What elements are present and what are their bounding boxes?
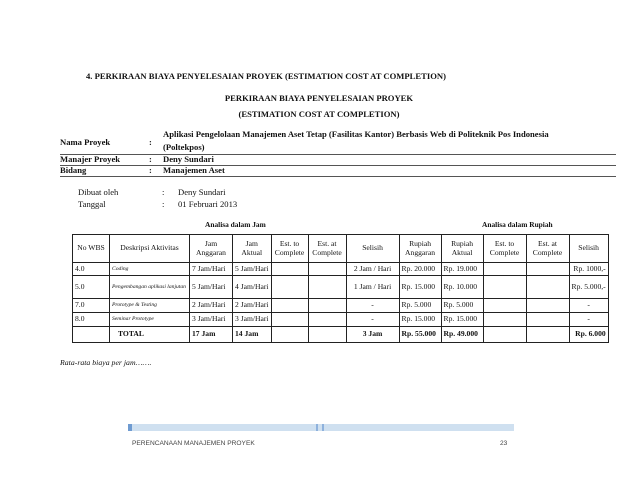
footer-bar-mark: [322, 424, 324, 431]
table-row: [73, 313, 609, 327]
dibuat-oleh-value: Deny Sundari: [178, 187, 226, 197]
cell-rp-aktual: Rp. 10.000: [441, 276, 483, 299]
footer-bar-mark: [316, 424, 318, 431]
manajer-proyek-value: Deny Sundari: [163, 154, 214, 164]
section-heading: 4. PERKIRAAN BIAYA PENYELESAIAN PROYEK (ESTIMATION COST AT COMPLETION): [86, 71, 446, 81]
header-jam-aktual: Jam Aktual: [233, 235, 272, 263]
header-deskripsi: Deskripsi Aktivitas: [110, 235, 190, 263]
group-label-jam: Analisa dalam Jam: [205, 220, 266, 229]
cell-jam-aktual: 5 Jam/Hari: [233, 263, 272, 276]
cell-selisih-jam: 2 Jam / Hari: [346, 263, 399, 276]
cell-jam-anggaran: 3 Jam/Hari: [190, 313, 233, 327]
underline: [60, 176, 616, 177]
cell-no: 7.0: [73, 299, 110, 313]
footer-bar-accent: [128, 424, 132, 431]
table-row: [73, 299, 609, 313]
header-rupiah-anggaran: Rupiah Anggaran: [399, 235, 441, 263]
cell-etc-jam: [271, 327, 308, 343]
header-est-at-complete-rp: Est. at Complete: [526, 235, 569, 263]
cell-jam-aktual: 3 Jam/Hari: [233, 313, 272, 327]
bidang-label: Bidang: [60, 165, 87, 175]
cell-rp-aktual: Rp. 19.000: [441, 263, 483, 276]
document-subtitle: (ESTIMATION COST AT COMPLETION): [238, 109, 400, 119]
cell-rp-aktual: Rp. 15.000: [441, 313, 483, 327]
colon: :: [162, 199, 165, 209]
cell-selisih-rp: -: [569, 313, 608, 327]
cost-table: [72, 234, 609, 343]
cell-rp-anggaran: Rp. 15.000: [399, 276, 441, 299]
cell-etc-jam: [271, 313, 308, 327]
header-rupiah-aktual: Rupiah Aktual: [441, 235, 483, 263]
total-rp-aktual: Rp. 49.000: [441, 327, 483, 343]
cell-etc-rp: [483, 263, 526, 276]
colon: :: [149, 154, 152, 164]
cell-selisih-jam: -: [346, 313, 399, 327]
bidang-value: Manajemen Aset: [163, 165, 225, 175]
total-jam-aktual: 14 Jam: [233, 327, 272, 343]
cell-eac-rp: [526, 299, 569, 313]
cell-selisih-rp: -: [569, 299, 608, 313]
total-selisih-rp: Rp. 6.000: [569, 327, 608, 343]
cell-eac-jam: [308, 276, 346, 299]
nama-proyek-value-cont: (Poltekpos): [163, 142, 205, 152]
cell-etc-rp: [483, 327, 526, 343]
header-selisih-rp: Selisih: [569, 235, 608, 263]
header-no-wbs: No WBS: [73, 235, 110, 263]
header-est-to-complete-rp: Est. to Complete: [483, 235, 526, 263]
cell-rp-anggaran: Rp. 20.000: [399, 263, 441, 276]
cell-rp-aktual: Rp. 5.000: [441, 299, 483, 313]
tanggal-value: 01 Februari 2013: [178, 199, 238, 209]
cell-jam-aktual: 2 Jam/Hari: [233, 299, 272, 313]
manajer-proyek-label: Manajer Proyek: [60, 154, 121, 164]
page-number: 23: [500, 440, 508, 447]
colon: :: [149, 165, 152, 175]
total-label: TOTAL: [110, 327, 190, 343]
table-row: [73, 276, 609, 299]
footer-title: PERENCANAAN MANAJEMEN PROYEK: [132, 440, 255, 447]
cell-eac-jam: [308, 299, 346, 313]
table-total-row: [73, 327, 609, 343]
cell-jam-anggaran: 5 Jam/Hari: [190, 276, 233, 299]
header-selisih-jam: Selisih: [346, 235, 399, 263]
group-label-rupiah: Analisa dalam Rupiah: [482, 220, 553, 229]
cell-rp-anggaran: Rp. 5.000: [399, 299, 441, 313]
header-jam-anggaran: Jam Anggaran: [190, 235, 233, 263]
cell-jam-anggaran: 2 Jam/Hari: [190, 299, 233, 313]
cell-selisih-jam: -: [346, 299, 399, 313]
footer-bar: [128, 424, 514, 431]
cell-selisih-rp: Rp. 5.000,-: [569, 276, 608, 299]
cell-no: 5.0: [73, 276, 110, 299]
cell-desc: Seminar Prototype: [110, 313, 190, 327]
dibuat-oleh-label: Dibuat oleh: [78, 187, 119, 197]
cell-no: 4.0: [73, 263, 110, 276]
cell-no: [73, 327, 110, 343]
header-est-to-complete-jam: Est. to Complete: [271, 235, 308, 263]
underline: [60, 154, 616, 155]
cell-etc-jam: [271, 276, 308, 299]
table-row: [73, 263, 609, 276]
cell-desc: Pengembangan aplikasi lanjutan: [110, 276, 190, 299]
cell-selisih-rp: Rp. 1000,-: [569, 263, 608, 276]
cell-etc-rp: [483, 299, 526, 313]
cell-selisih-jam: 1 Jam / Hari: [346, 276, 399, 299]
document-title: PERKIRAAN BIAYA PENYELESAIAN PROYEK: [224, 93, 414, 103]
cell-etc-rp: [483, 313, 526, 327]
note-text: Rata-rata biaya per jam…….: [60, 358, 152, 367]
tanggal-label: Tanggal: [78, 199, 106, 209]
total-rp-anggaran: Rp. 55.000: [399, 327, 441, 343]
nama-proyek-value: Aplikasi Pengelolaan Manajemen Aset Tetap (Fasilitas Kantor) Berbasis Web di Politeknik Pos Indonesia: [163, 129, 549, 139]
cell-eac-rp: [526, 327, 569, 343]
cell-etc-rp: [483, 276, 526, 299]
cell-etc-jam: [271, 299, 308, 313]
cell-desc: Prototype & Testing: [110, 299, 190, 313]
cell-desc: Coding: [110, 263, 190, 276]
cell-eac-jam: [308, 313, 346, 327]
total-selisih-jam: 3 Jam: [346, 327, 399, 343]
cell-eac-jam: [308, 263, 346, 276]
cell-rp-anggaran: Rp. 15.000: [399, 313, 441, 327]
table-header-row: [73, 235, 609, 263]
colon: :: [162, 187, 165, 197]
nama-proyek-label: Nama Proyek: [60, 137, 111, 147]
colon: :: [149, 137, 152, 147]
cell-etc-jam: [271, 263, 308, 276]
total-jam-anggaran: 17 Jam: [190, 327, 233, 343]
underline: [60, 165, 616, 166]
cell-no: 8.0: [73, 313, 110, 327]
cell-eac-rp: [526, 313, 569, 327]
header-est-at-complete-jam: Est. at Complete: [308, 235, 346, 263]
cell-eac-rp: [526, 263, 569, 276]
cell-jam-anggaran: 7 Jam/Hari: [190, 263, 233, 276]
cell-eac-jam: [308, 327, 346, 343]
cell-jam-aktual: 4 Jam/Hari: [233, 276, 272, 299]
cell-eac-rp: [526, 276, 569, 299]
